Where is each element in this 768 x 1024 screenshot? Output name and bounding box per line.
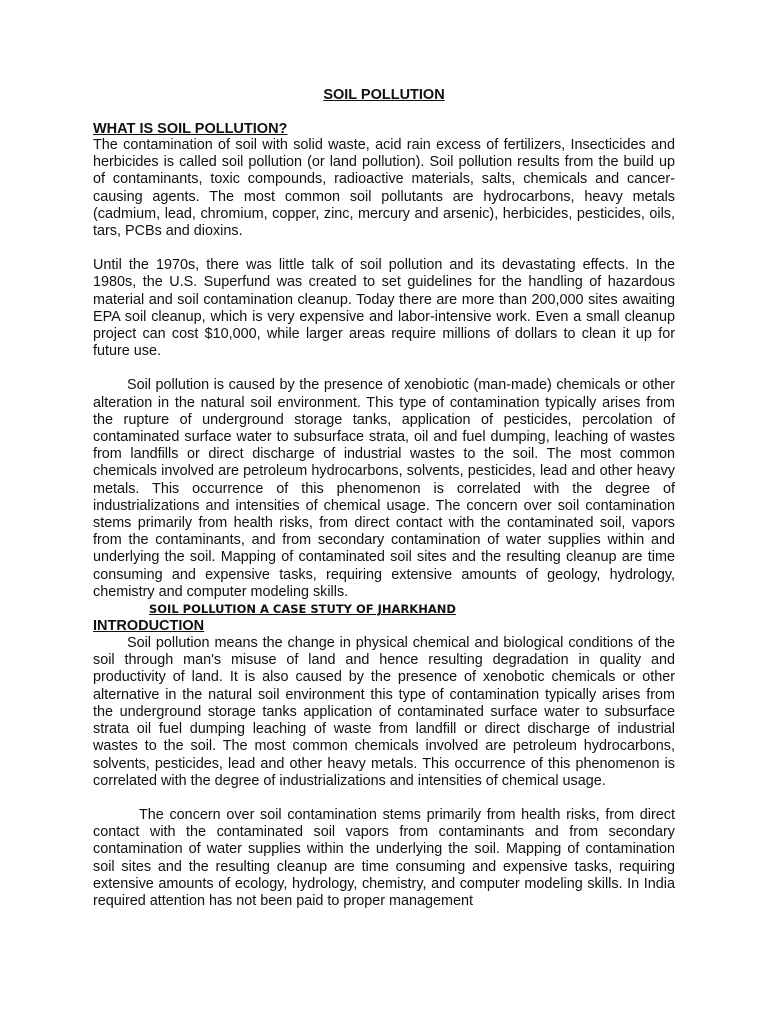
page-title: SOIL POLLUTION xyxy=(323,87,445,103)
document-page xyxy=(93,86,675,910)
introduction-paragraph-2: The concern over soil contamination stems primarily from health risks, from direct contact with the contaminated soil vapors from contaminants and from secondary contamination of water supplies within the underlying the soil. Mapping of contamination soil sites and the resulting cleanup are time consuming and expensive tasks, requiring extensive amounts of ecology, hydrology, chemistry, and computer modeling skills. In India required attention has not been paid to proper management xyxy=(93,806,675,909)
paragraph-definition: The contamination of soil with solid waste, acid rain excess of fertilizers, Insecticides and herbicides is called soil pollution (or land pollution). Soil pollution results from the build up of contaminants, toxic compounds, radioactive materials, salts, chemicals and cancer-causing agents. The most common soil pollutants are hydrocarbons, heavy metals (cadmium, lead, chromium, copper, zinc, mercury and arsenic), herbicides, pesticides, oils, tars, PCBs and dioxins. xyxy=(93,137,675,240)
paragraph-history: Until the 1970s, there was little talk of soil pollution and its devastating effects. In the 1980s, the U.S. Superfund was created to set guidelines for the handling of hazardous material and soil contamination cleanup. Today there are more than 200,000 sites awaiting EPA soil cleanup, which is very expensive and labor-intensive work. Even a small cleanup project can cost $10,000, while larger areas require millions of dollars to clean it up for future use. xyxy=(93,257,675,360)
paragraph-causes: Soil pollution is caused by the presence of xenobiotic (man-made) chemicals or other alteration in the natural soil environment. This type of contamination typically arises from the rupture of underground storage tanks, application of pesticides, percolation of contaminated surface water to subsurface strata, oil and fuel dumping, leaching of wastes from landfills or direct discharge of industrial wastes to the soil. The most common chemicals involved are petroleum hydrocarbons, solvents, pesticides, lead and other heavy metals. This occurrence of this phenomenon is correlated with the degree of industrializations and intensities of chemical usage. The concern over soil contamination stems primarily from health risks, from direct contact with the contaminated soil, vapors from the contaminants, and from secondary contamination of water supplies within and underlying the soil. Mapping of contaminated soil sites and the resulting cleanup are time consuming and expensive tasks, requiring extensive amounts of geology, hydrology, chemistry and computer modeling skills. xyxy=(93,377,675,600)
case-study-heading: SOIL POLLUTION A CASE STUTY OF JHARKHAND xyxy=(149,602,456,617)
introduction-paragraph-1: Soil pollution means the change in physical chemical and biological conditions of the soil through man's misuse of land and hence resulting degradation in quality and productivity of land. It is also caused by the presence of xenobotic chemicals or other alternative in the natural soil environment this type of contamination typically arises from the underground storage tanks application of contaminated surface water to subsurface strata oil fuel dumping leaching of waste from landfill or direct discharge of industrial wastes to the soil. The most common chemicals involved are petroleum hydrocarbons, solvents, pesticides, lead and other heavy metals. This occurrence of this phenomenon is correlated with the degree of industrializations and intensities of chemical usage. xyxy=(93,635,675,789)
introduction-heading: INTRODUCTION xyxy=(93,618,205,635)
section-heading-what-is-soil-pollution: WHAT IS SOIL POLLUTION? xyxy=(93,121,288,137)
